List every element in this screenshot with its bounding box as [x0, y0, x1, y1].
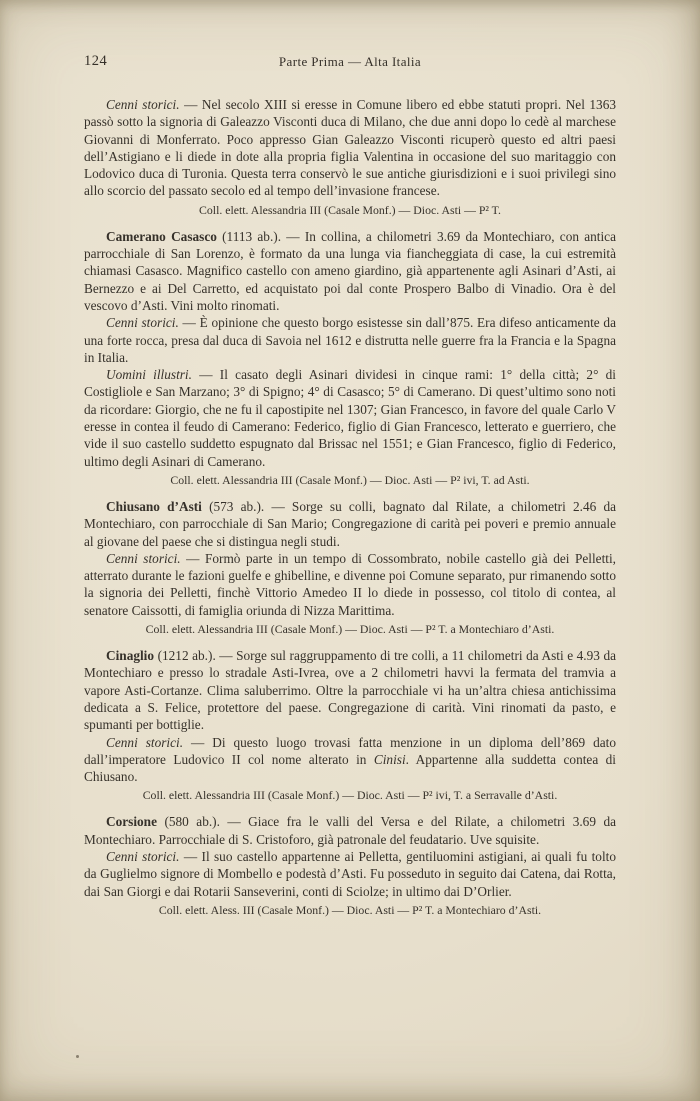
electoral-note: Coll. elett. Aless. III (Casale Monf.) — Dioc. Asti — P² T. a Montechiaro d’Asti. — [158, 902, 542, 917]
entry-name: Corsione — [106, 814, 157, 830]
paragraph — [84, 498, 616, 550]
paragraph — [84, 96, 616, 200]
paragraph-text: — Nel secolo XIII si eresse in Comune libero ed ebbe statuti propri. Nel 1363 passò sotto la signoria di Galeazzo Visconti duca di Milano, che due anni dopo lo cedè al marchese Giovanni di Monferrato. Poco appresso Gian Galeazzo Visconti ricuperò questo ed altri paesi dell’Astigiano e li diede in dote alla propria figlia Valentina in occasione del suo maritaggio con Lodovico duca di Turonia. Questa terra conservò le sue antiche giurisdizioni e i suoi privilegi sino allo scorcio del passato secolo ed al tempo dell’invasione francese. — [84, 97, 616, 199]
italic-lead: Cinisi — [373, 751, 406, 767]
italic-lead: Cenni storici. — [106, 734, 184, 750]
page-number: 124 — [84, 53, 108, 69]
italic-lead: Cenni storici. — [106, 315, 179, 331]
paragraph — [84, 314, 616, 366]
electoral-note: Coll. elett. Alessandria III (Casale Monf.) — Dioc. Asti — P² ivi, T. a Serravalle d’Asti. — [142, 788, 558, 803]
page-header — [84, 53, 616, 73]
paragraph-text: — È opinione che questo borgo esistesse sin dall’875. Era difeso anticamente da una forte rocca, presa dal duca di Savoia nel 1612 e distrutta nelle guerre fra la Francia e la Spagna in Italia. — [84, 315, 616, 365]
entry-name: Camerano Casasco — [106, 228, 217, 244]
paragraph-text: (1212 ab.). — Sorge sul raggruppamento di tre colli, a 11 chilometri da Asti e 4.93 da Montechiaro e presso lo stradale Asti-Ivrea, ove a 2 chilometri havvi la fermata del tramvia a vapore Asti-Cortanze. Clima saluberrimo. Oltre la parrocchiale vi ha un’altra chiesa antichissima dedicata a S. Felice, protettore del paese. Congregazione di carità. Vini rinomati da pasto, e spumanti per bottiglie. — [84, 648, 616, 733]
italic-lead: Uomini illustri. — [106, 367, 192, 383]
page-body — [84, 96, 616, 928]
paragraph-text: — Il casato degli Asinari dividesi in cinque rami: 1° della città; 2° di Costigliole e San Marzano; 3° di Spigno; 4° di Casasco; 5° di Camerano. Di quest’ultimo sono noti da ricordare: Giorgio, che ne fu il capostipite nel 1307; Gian Francesco, in favore del quale Carlo V eresse in contea il feudo di Camerano: Federico, figlio di Gian Francesco, letterato e guerriero, che vide il suo castello suddetto espugnato dal Brissac nel 1551; e Gian Francesco, figlio di Federico, ultimo degli Asinari di Camerano. — [84, 367, 616, 469]
paragraph-text: . Appartenne alla suddetta contea di Chiusano. — [84, 751, 616, 785]
electoral-note: Coll. elett. Alessandria III (Casale Monf.) — Dioc. Asti — P² T. — [199, 202, 501, 217]
italic-lead: Cenni storici. — [106, 550, 181, 566]
paragraph-text: (580 ab.). — Giace fra le valli del Versa e del Rilate, a chilometri 3.69 da Montechiaro. Parrocchiale di S. Cristoforo, già patronale del feudatario. Uve squisite. — [84, 814, 616, 847]
print-mark — [76, 1055, 79, 1058]
paragraph — [84, 647, 616, 733]
paragraph — [84, 813, 616, 848]
paragraph — [84, 228, 616, 314]
paragraph-text: — Formò parte in un tempo di Cossombrato, nobile castello già dei Pelletti, atterrato durante le fazioni guelfe e ghibelline, e divenne poi Comune separato, pur rimanendo sotto la signoria dei Pelletti, finchè Vittorio Amedeo II lo diede in possesso, col titolo di contea, al senatore Caissotti, di famiglia oriunda di Nizza Marittima. — [84, 550, 616, 618]
paragraph — [84, 734, 616, 786]
paragraph — [84, 848, 616, 900]
paragraph-text: — Di questo luogo trovasi fatta menzione in un diploma dell’869 dato dall’imperatore Ludovico II col nome alterato in — [84, 734, 616, 767]
running-title: Parte Prima — Alta Italia — [278, 54, 422, 69]
paragraph-text: (1113 ab.). — In collina, a chilometri 3.69 da Montechiaro, con antica parrocchiale di San Lorenzo, è formato da una lunga via fiancheggiata di case, la cui estremità chiamasi Casasco. Magnifico castello con ameno giardino, già appartenente agli Asinari d’Asti, ai Bernezzo e ai Del Carretto, ed acquistato poi dal conte Prospero Balbo di Vinadio. Ora è del vescovo d’Asti. Vini molto rinomati. — [84, 228, 616, 313]
paragraph-text: (573 ab.). — Sorge su colli, bagnato dal Rilate, a chilometri 2.46 da Montechiaro, con parrocchiale di San Mario; Congregazione di carità pei poveri e premio annuale al giovane del paese che si distingua negli studi. — [84, 498, 616, 549]
italic-lead: Cenni storici. — [106, 848, 180, 864]
electoral-note: Coll. elett. Alessandria III (Casale Monf.) — Dioc. Asti — P² T. a Montechiaro d’Asti. — [145, 622, 555, 637]
paragraph — [84, 550, 616, 619]
italic-lead: Cenni storici. — [106, 97, 180, 112]
entry-name: Chiusano d’Asti — [106, 498, 202, 514]
paragraph — [84, 366, 616, 470]
entry-name: Cinaglio — [106, 648, 155, 664]
paragraph-text: — Il suo castello appartenne ai Pelletta, gentiluomini astigiani, ai quali fu tolto da Guglielmo signore di Mombello e podestà d’Asti. Fu posseduto in seguito dai Catena, dai Rotta, dai San Giorgi e dai Rotarii Sanseverini, conti di Sciolze; in ultimo dai D’Orlier. — [84, 848, 616, 899]
electoral-note: Coll. elett. Alessandria III (Casale Monf.) — Dioc. Asti — P² ivi, T. ad Asti. — [170, 472, 530, 487]
